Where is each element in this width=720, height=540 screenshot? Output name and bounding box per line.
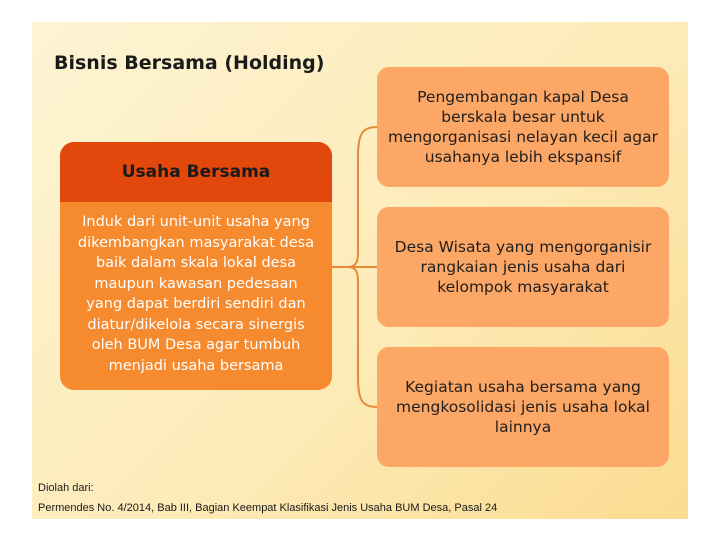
- source-citation: Permendes No. 4/2014, Bab III, Bagian Keempat Klasifikasi Jenis Usaha BUM Desa, Pasal 24: [38, 502, 498, 514]
- source-label: Diolah dari:: [38, 482, 94, 494]
- usaha-bersama-header: Usaha Bersama: [60, 142, 332, 202]
- example-box-usaha-lokal: [377, 347, 669, 467]
- usaha-bersama-description: Induk dari unit-unit usaha yang dikembangkan masyarakat desa baik dalam skala lokal desa maupun kawasan pedesaan yang dapat berdiri sendiri dan diatur/dikelola secara sinergis oleh BUM Desa agar tumbuh menjadi usaha bersama: [77, 214, 315, 374]
- example-text: Pengembangan kapal Desa berskala besar untuk mengorganisasi nelayan kecil agar usahanya lebih ekspansif: [387, 88, 659, 166]
- example-box-kapal-desa: [377, 67, 669, 187]
- usaha-bersama-box: [60, 142, 332, 390]
- slide: [32, 22, 688, 519]
- example-text: Kegiatan usaha bersama yang mengkosolidasi jenis usaha lokal lainnya: [396, 378, 650, 436]
- page-title: Bisnis Bersama (Holding): [54, 52, 325, 74]
- example-box-desa-wisata: [377, 207, 669, 327]
- example-text: Desa Wisata yang mengorganisir rangkaian jenis usaha dari kelompok masyarakat: [394, 238, 652, 296]
